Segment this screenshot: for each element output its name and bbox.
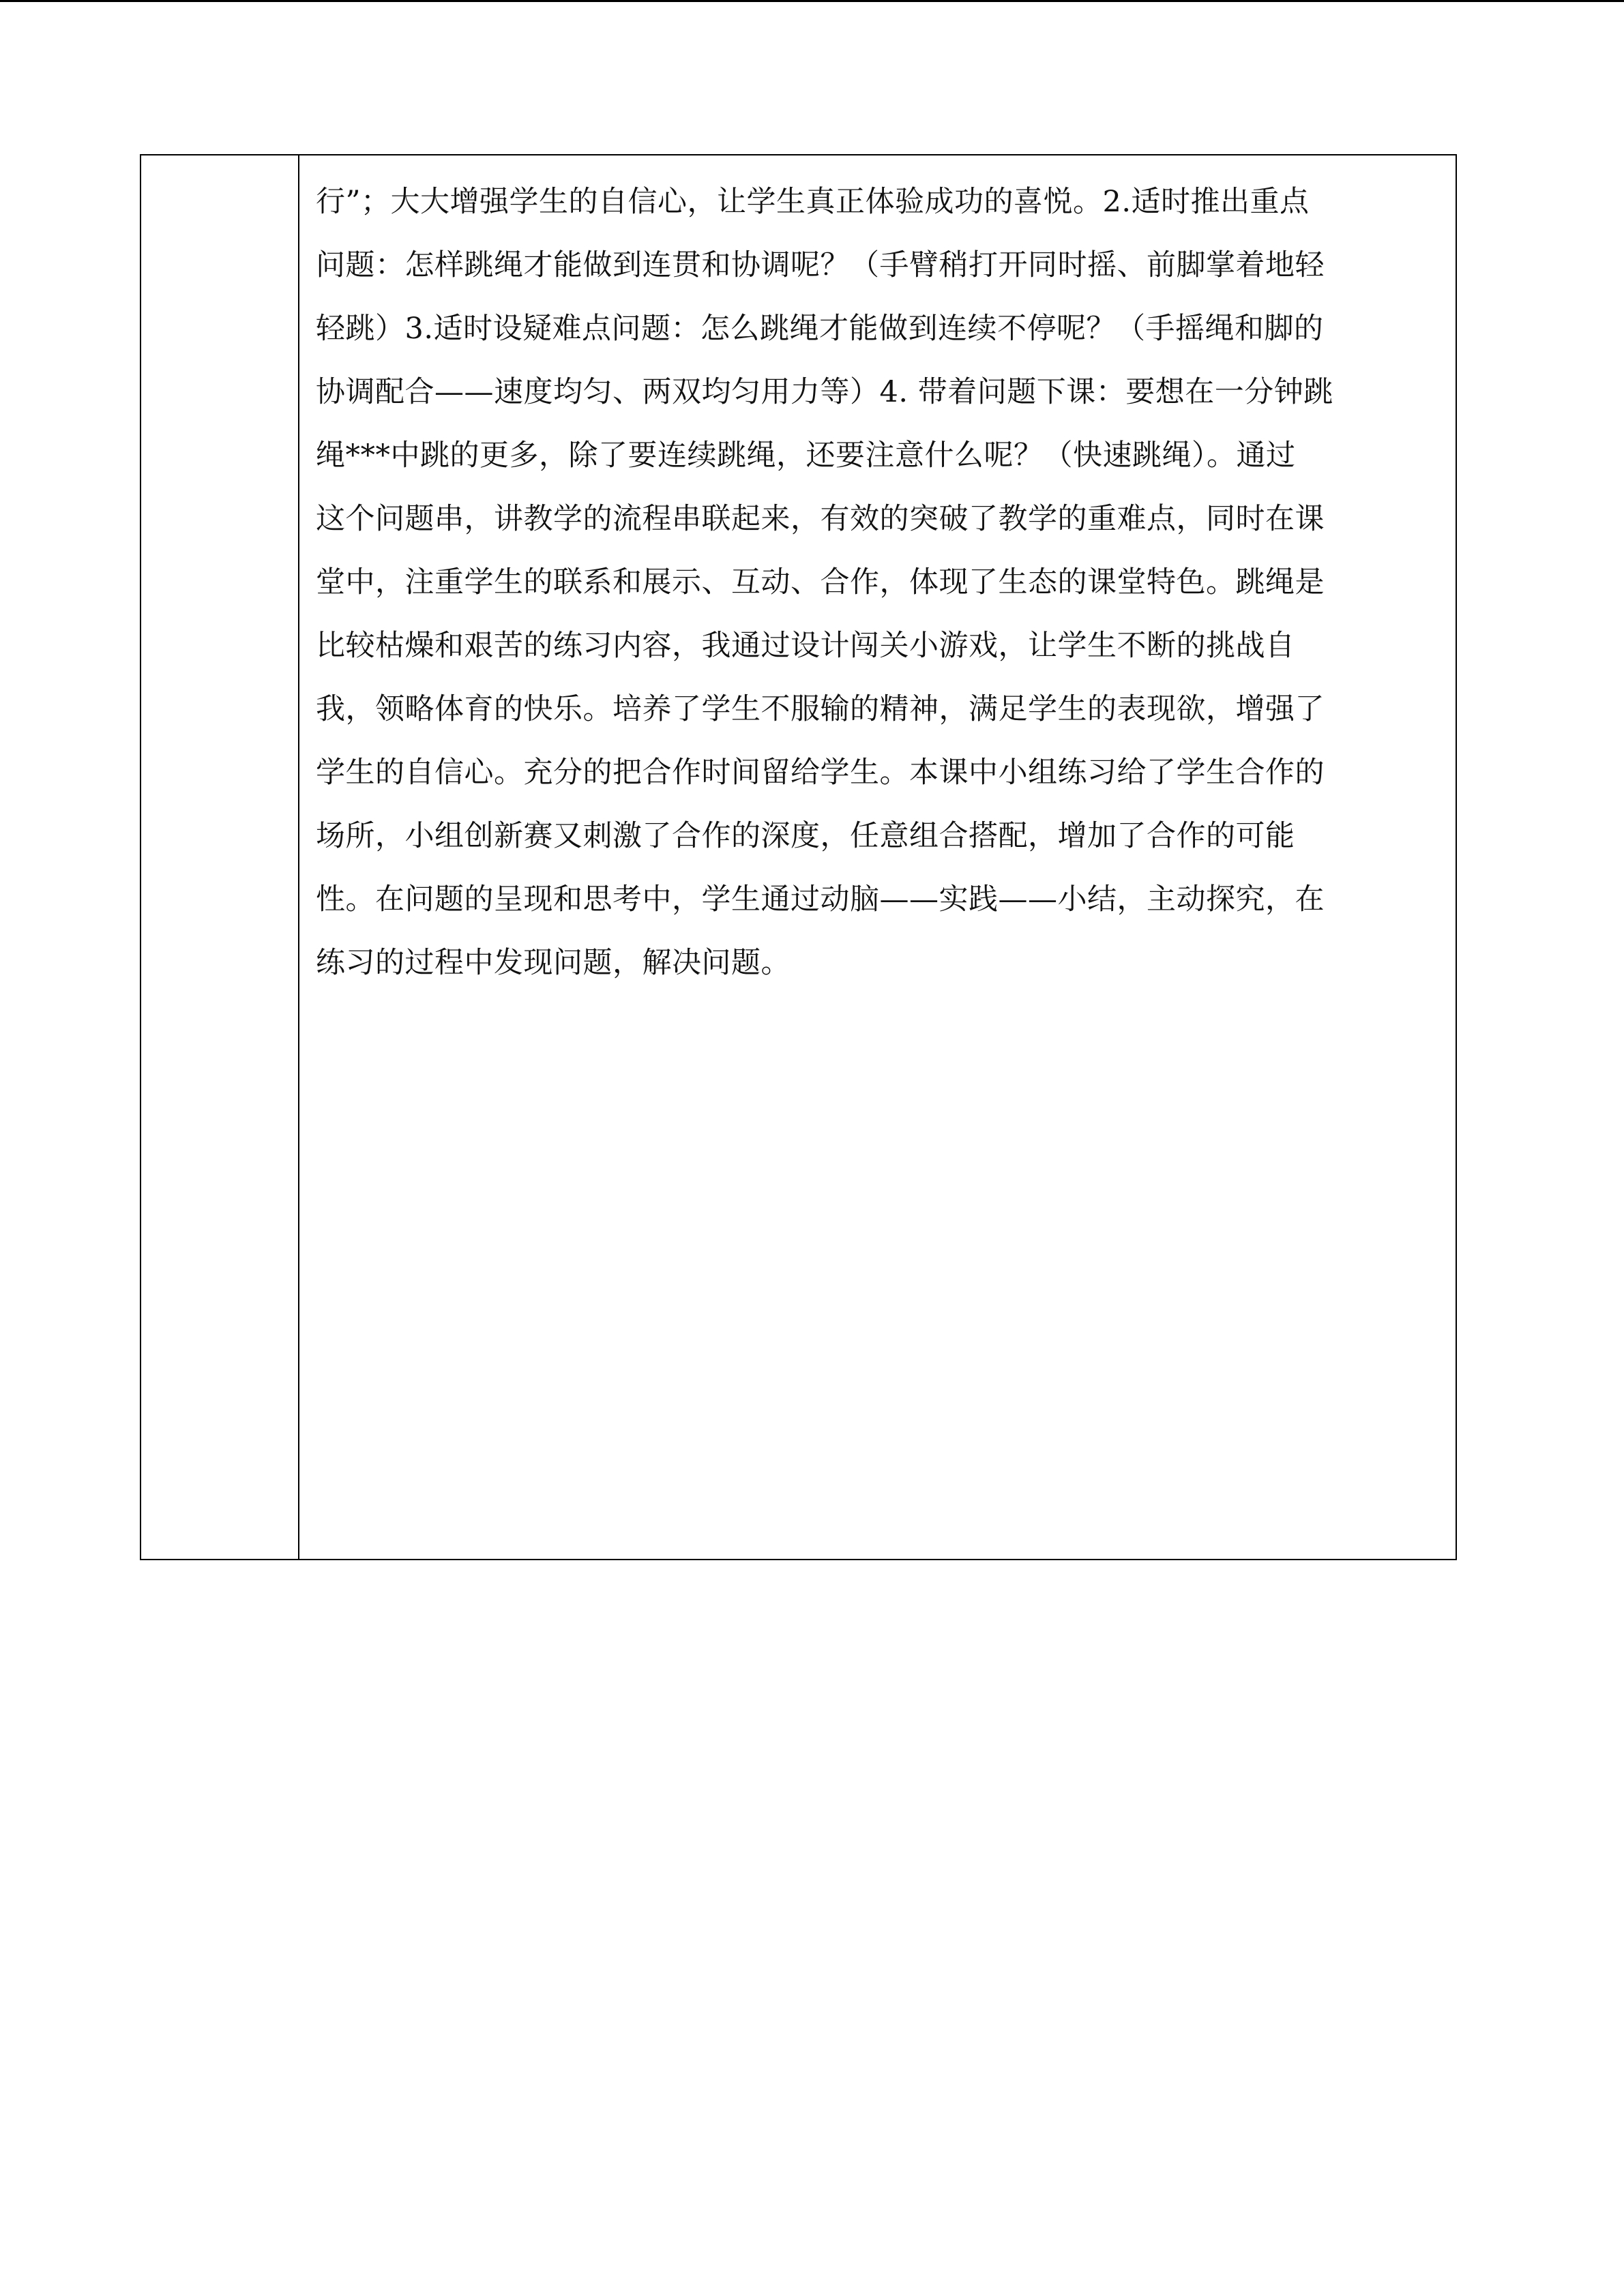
- paragraph-line: 比较枯燥和艰苦的练习内容，我通过设计闯关小游戏，让学生不断的挑战自: [316, 629, 1295, 663]
- paragraph-line: 练习的过程中发现问题，解决问题。: [316, 946, 791, 980]
- paragraph-line: 问题：怎样跳绳才能做到连贯和协调呢？（手臂稍打开同时摇、前脚掌着地轻: [316, 248, 1325, 282]
- right-cell-paragraph: [299, 155, 1456, 995]
- page-top-border: [0, 0, 1624, 2]
- table-right-cell: [299, 155, 1456, 1560]
- paragraph-line: 学生的自信心。充分的把合作时间留给学生。本课中小组练习给了学生合作的: [316, 756, 1325, 790]
- paragraph-line: 行”；大大增强学生的自信心，让学生真正体验成功的喜悦。2.适时推出重点: [316, 185, 1310, 219]
- table-row: [141, 155, 1456, 1560]
- paragraph-line: 性。在问题的呈现和思考中，学生通过动脑——实践——小结，主动探究，在: [316, 882, 1325, 916]
- paragraph-line: 绳***中跳的更多，除了要连续跳绳，还要注意什么呢？（快速跳绳）。通过: [316, 438, 1296, 473]
- paragraph-line: 协调配合——速度均匀、两双均匀用力等）4. 带着问题下课：要想在一分钟跳: [316, 375, 1333, 409]
- paragraph-line: 这个问题串，讲教学的流程串联起来，有效的突破了教学的重难点，同时在课: [316, 502, 1325, 536]
- paragraph-line: 场所，小组创新赛又刺激了合作的深度，任意组合搭配，增加了合作的可能: [316, 819, 1295, 853]
- paragraph-line: 我，领略体育的快乐。培养了学生不服输的精神，满足学生的表现欲，增强了: [316, 692, 1325, 726]
- paragraph-line: 轻跳）3.适时设疑难点问题：怎么跳绳才能做到连续不停呢？（手摇绳和脚的: [316, 312, 1324, 346]
- document-table: [140, 154, 1457, 1560]
- paragraph-line: 堂中，注重学生的联系和展示、互动、合作，体现了生态的课堂特色。跳绳是: [316, 565, 1325, 599]
- table-left-cell: [141, 155, 299, 1560]
